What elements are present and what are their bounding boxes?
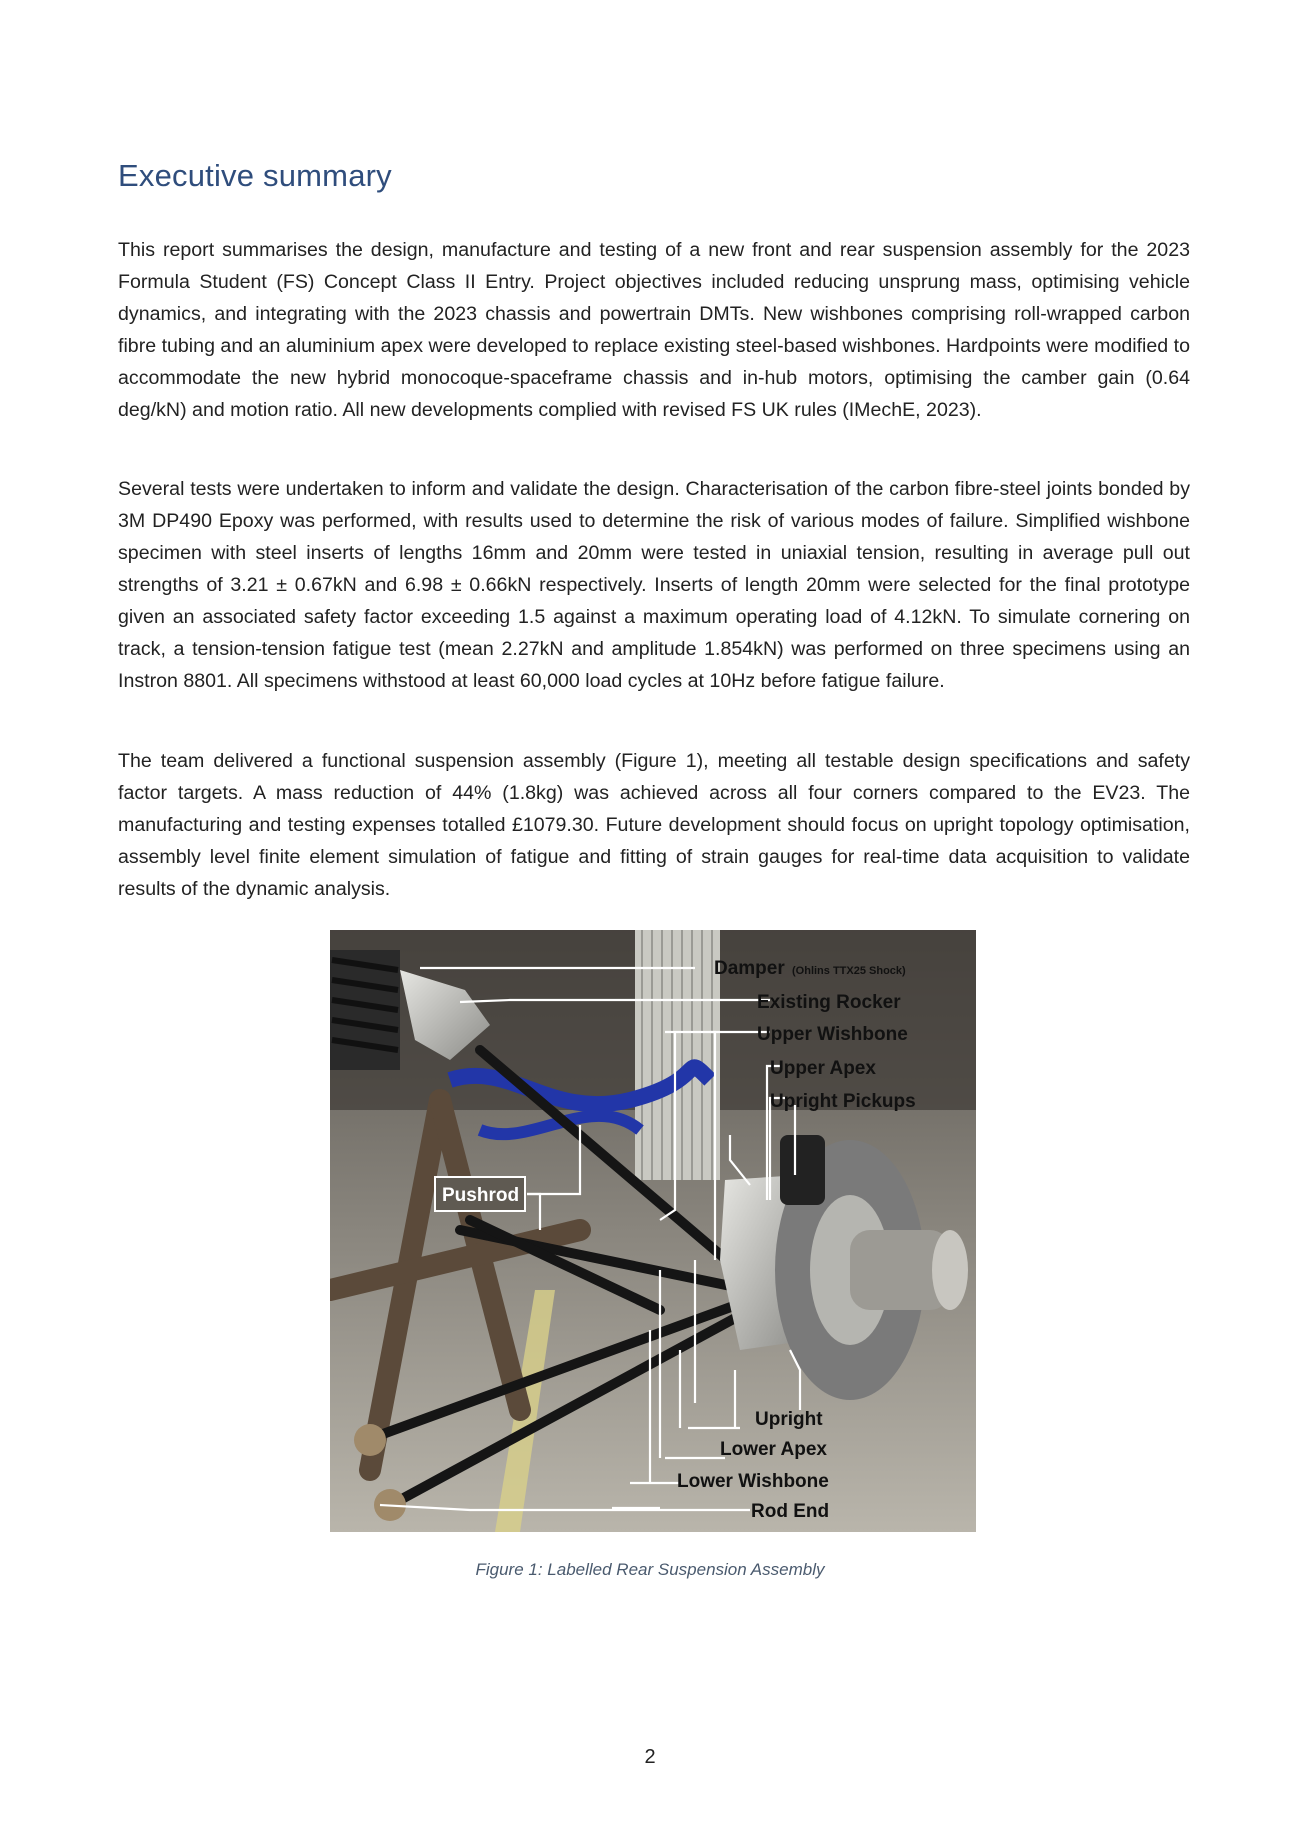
section-heading: Executive summary: [118, 158, 392, 193]
upper-apex-label: Upper Apex: [770, 1058, 876, 1079]
suspension-illustration: [330, 930, 976, 1532]
lower-apex-label: Lower Apex: [720, 1439, 827, 1460]
rod-end-label: Rod End: [751, 1501, 830, 1522]
summary-paragraph-3: [118, 745, 1190, 905]
paragraph-text: The team delivered a functional suspension assembly (Figure 1), meeting all testable design specifications and safety factor targets. A mass reduction of 44% (1.8kg) was achieved across all four corners compared to the EV23. The manufacturing and testing expenses totalled £1079.30. Future development should focus on upright topology optimisation, assembly level finite element simulation of fatigue and fitting of strain gauges for real-time data acquisition to validate results of the dynamic analysis.: [118, 750, 1190, 900]
existing-rocker-label: Existing Rocker: [757, 992, 901, 1013]
upright-pickups-label: Upright Pickups: [770, 1091, 916, 1112]
summary-paragraph-1: [118, 234, 1190, 426]
paragraph-text: This report summarises the design, manufacture and testing of a new front and rear suspension assembly for the 2023 Formula Student (FS) Concept Class II Entry. Project objectives included reducing unsprung mass, optimising vehicle dynamics, and integrating with the 2023 chassis and powertrain DMTs. New wishbones comprising roll-wrapped carbon fibre tubing and an aluminium apex were developed to replace existing steel-based wishbones. Hardpoints were modified to accommodate the new hybrid monocoque-spaceframe chassis and in-hub motors, optimising the camber gain (0.64 deg/kN) and motion ratio. All new developments complied with revised FS UK rules (IMechE, 2023).: [118, 239, 1190, 421]
page-number: 2: [644, 1746, 656, 1768]
damper-label: Damper: [714, 958, 785, 979]
rod-end: [354, 1424, 386, 1456]
summary-paragraph-2: [118, 473, 1190, 697]
brake-caliper: [780, 1135, 825, 1205]
paragraph-text: Several tests were undertaken to inform and validate the design. Characterisation of the carbon fibre-steel joints bonded by 3M DP490 Epoxy was performed, with results used to determine the risk of various modes of failure. Simplified wishbone specimen with steel inserts of lengths 16mm and 20mm were tested in uniaxial tension, resulting in average pull out strengths of 3.21 ± 0.67kN and 6.98 ± 0.66kN respectively. Inserts of length 20mm were selected for the final prototype given an associated safety factor exceeding 1.5 against a maximum operating load of 4.12kN. To simulate cornering on track, a tension-tension fatigue test (mean 2.27kN and amplitude 1.854kN) was performed on three specimens using an Instron 8801. All specimens withstood at least 60,000 load cycles at 10Hz before fatigue failure.: [118, 478, 1190, 692]
pushrod-label: Pushrod: [442, 1185, 520, 1206]
damper-note-label: (Ohlins TTX25 Shock): [792, 965, 906, 977]
suspension-assembly-photo: [330, 930, 976, 1532]
figure-caption: Figure 1: Labelled Rear Suspension Assembly: [475, 1560, 825, 1579]
upper-wishbone-label: Upper Wishbone: [757, 1024, 908, 1045]
upright-label: Upright: [755, 1409, 823, 1430]
damper: [330, 950, 400, 1070]
lower-wishbone-label: Lower Wishbone: [677, 1471, 829, 1492]
